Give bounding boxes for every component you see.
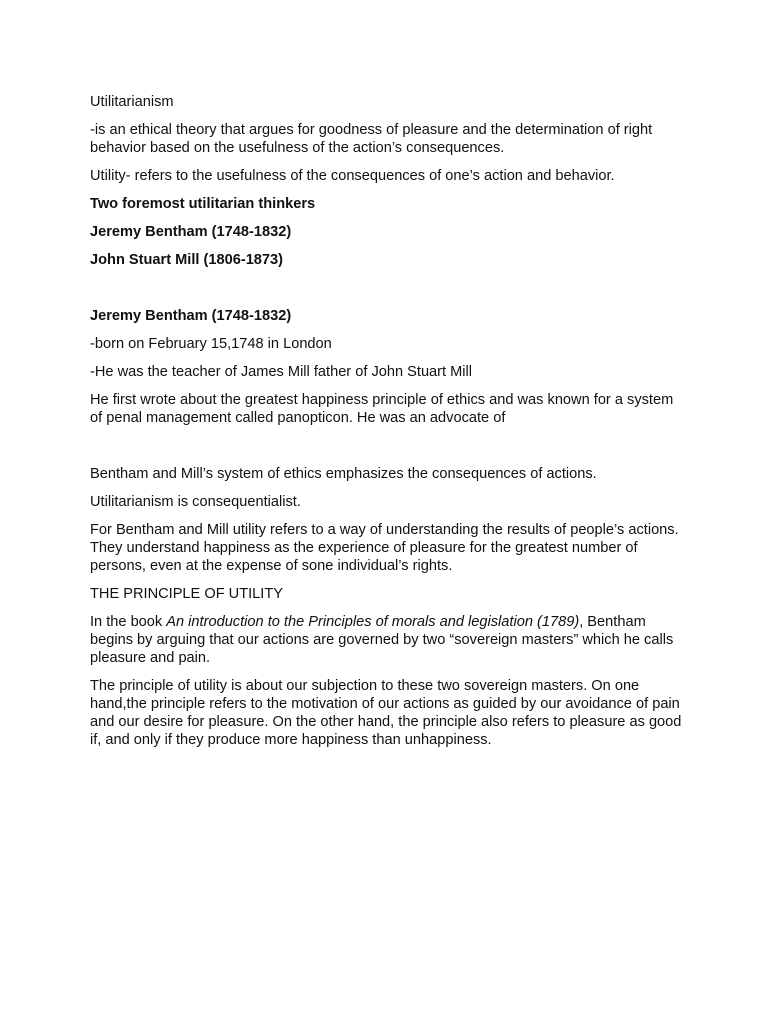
principle-paragraph: The principle of utility is about our subjection to these two sovereign masters. On one hand,the principle refers to the motivation of our actions as guided by our avoidance of pain and our desire for pleasure. On the other hand, the principle also refers to pleasure as good if, and only if they produce more happiness than unhappiness. bbox=[90, 678, 682, 748]
book-title: An introduction to the Principles of morals and legislation (1789) bbox=[166, 614, 580, 630]
bentham-born: -born on February 15,1748 in London bbox=[90, 336, 332, 352]
thinkers-heading: Two foremost utilitarian thinkers bbox=[90, 196, 316, 212]
book-suffix: , Bentham begins by arguing that our actions are governed by two “sovereign masters” which he calls pleasure and pain. bbox=[90, 614, 674, 666]
bentham-heading: Jeremy Bentham (1748-1832) bbox=[90, 308, 292, 324]
utility-meaning-paragraph: For Bentham and Mill utility refers to a way of understanding the results of people’s actions. They understand happiness as the experience of pleasure for the greatest number of persons, even at the expense of sone individual’s rights. bbox=[90, 522, 679, 574]
consequentialist-statement: Utilitarianism is consequentialist. bbox=[90, 494, 301, 510]
ethics-emphasis: Bentham and Mill’s system of ethics emphasizes the consequences of actions. bbox=[90, 466, 597, 482]
definition-paragraph: -is an ethical theory that argues for goodness of pleasure and the determination of right behavior based on the usefulness of the action’s consequences. bbox=[90, 122, 653, 156]
thinker-mill: John Stuart Mill (1806-1873) bbox=[90, 252, 284, 268]
book-prefix: In the book bbox=[90, 614, 167, 630]
spacer bbox=[90, 437, 688, 465]
doc-title: Utilitarianism bbox=[90, 94, 174, 110]
utility-definition: Utility- refers to the usefulness of the consequences of one’s action and behavior. bbox=[90, 168, 615, 184]
thinker-bentham: Jeremy Bentham (1748-1832) bbox=[90, 224, 292, 240]
principle-heading: THE PRINCIPLE OF UTILITY bbox=[90, 586, 283, 602]
bentham-wrote: He first wrote about the greatest happiness principle of ethics and was known for a system of penal management called panopticon. He was an advocate of bbox=[90, 392, 674, 426]
bentham-teacher: -He was the teacher of James Mill father of John Stuart Mill bbox=[90, 364, 473, 380]
book-paragraph bbox=[90, 613, 688, 667]
spacer bbox=[90, 279, 688, 307]
